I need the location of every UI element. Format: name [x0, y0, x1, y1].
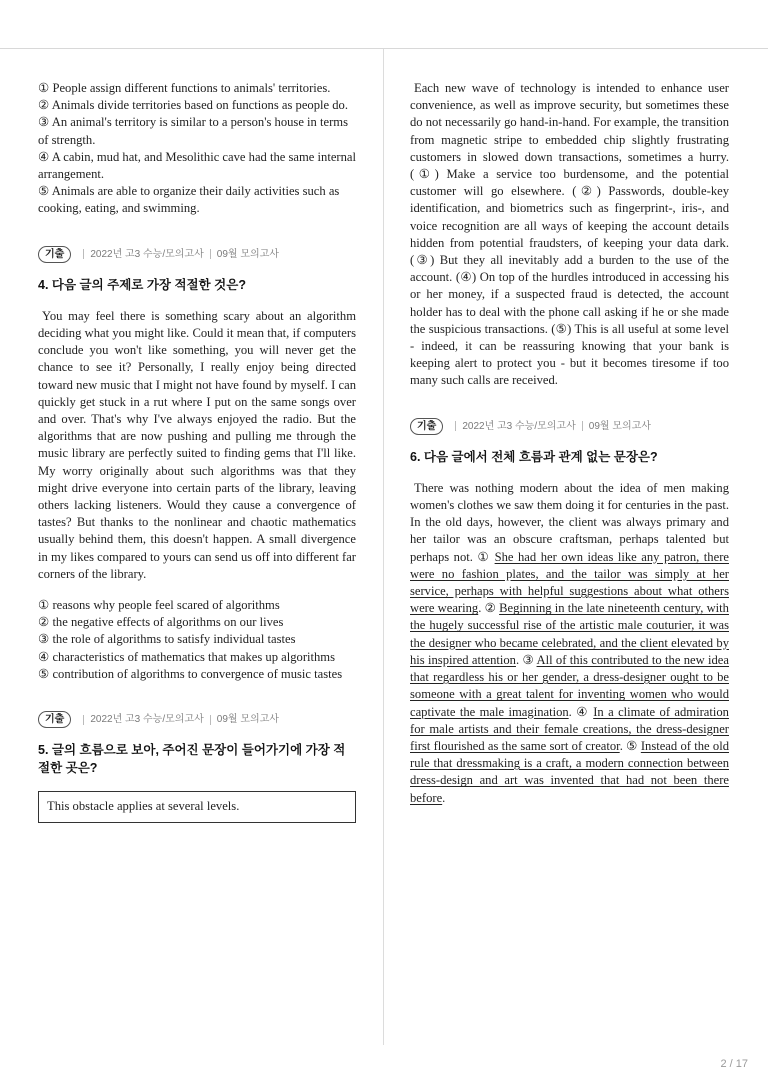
q6-sentence-3[interactable]: All of this contributed to the new idea that regardless his or her gender, a dress-designer ought to be someone with a great talent for inventing women who would captivate the male imagination — [410, 652, 729, 719]
q6-marker-4: ④ — [576, 704, 589, 719]
divider — [83, 715, 84, 725]
divider — [210, 715, 211, 725]
q3-option-4[interactable]: ④ A cabin, mud hat, and Mesolithic cave had the same internal arrangement. — [38, 149, 356, 182]
divider — [83, 249, 84, 259]
divider — [210, 249, 211, 259]
exam-tag-badge: 기출 — [38, 246, 71, 263]
q4-options — [38, 597, 356, 683]
q4-title: 4. 다음 글의 주제로 가장 적절한 것은? — [38, 277, 246, 292]
q6-marker-5: ⑤ — [626, 738, 638, 753]
q4-meta — [38, 246, 356, 263]
source-label: 2022년 고3 수능/모의고사 — [90, 714, 204, 726]
q6-marker-1: ① — [477, 549, 491, 564]
exam-label: 09월 모의고사 — [216, 248, 279, 260]
q3-option-2[interactable]: ② Animals divide territories based on functions as people do. — [38, 98, 348, 113]
q6-intro: There was nothing modern about the idea of men making women's clothes we saw them doing it for centuries in the past. In the old days, however, the client was always primary and her tailor was an obscure craftsman, perhaps talented but perhaps not. — [410, 480, 729, 564]
exam-tag-badge: 기출 — [38, 711, 71, 728]
q3-option-1[interactable]: ① People assign different functions to animals' territories. — [38, 81, 331, 95]
q4-passage-text: You may feel there is something scary about an algorithm deciding what you might like. Could it mean that, if computers conclude you won't like something, you will never get the chance to see it? Personally, I really enjoy being directed toward new music that I might not have found by myself. I can quickly get stuck in a rut where I put on the same songs over and over. That's why I've always enjoyed the radio. But the algorithms that are now pushing and pulling me through the music library are perfectly suited to finding gems that I'll like. My worry originally about such algorithms was that they might drive everyone into certain parts of the library, leaving others lacking listeners. Would they cause a convergence of tastes? But thanks to the nonlinear and chaotic mathematics usually behind them, this doesn't happen. A small divergence in my likes compared to yours can send us off into different far corners of the library. — [38, 308, 356, 581]
q6-meta — [410, 418, 729, 435]
q5-passage-text: Each new wave of technology is intended to enhance user convenience, as well as improve security, but sometimes these do not necessarily go hand-in-hand. For example, the transition from magnetic stripe to embedded chip slightly frustrating customers in slowed down transactions, sometimes a hurry. (①) Make a service too burdensome, and the potential customer will go elsewhere. (②) Passwords, double-key identification, and biometrics such as fingerprint-, iris-, and voice recognition are all ways of keeping the account details hidden from potential fraudsters, of keeping your data dark. (③) But they all inevitably add a burden to the use of the account. (④) On top of the hurdles introduced in accessing his or her money, if a suspected fraud is detected, the account holder has to deal with the phone call asking if he or she made the suspicious transactions. (⑤) This is all useful at some level - indeed, it can be reassuring knowing that your bank is keeping alert to protect you - but it becomes tiresome if too many such calls are received. — [410, 81, 729, 388]
right-column — [410, 80, 729, 807]
header-rule — [0, 48, 768, 49]
q4-option-1[interactable]: ① reasons why people feel scared of algorithms — [38, 598, 280, 613]
q4-passage — [38, 308, 356, 583]
exam-label: 09월 모의고사 — [588, 420, 651, 432]
q6-sentence-1[interactable]: She had her own ideas like any patron, there were no fashion plates, and the tailor was simply at her service, perhaps with helpful suggestions about what others were wearing — [410, 549, 729, 616]
q3-options — [38, 80, 356, 218]
period: . — [478, 601, 482, 616]
q5-title: 5. 글의 흐름으로 보아, 주어진 문장이 들어가기에 가장 적절한 곳은? — [38, 743, 346, 776]
q3-option-5[interactable]: ⑤ Animals are able to organize their daily activities such as cooking, eating, and swimming. — [38, 184, 340, 216]
q4-option-4[interactable]: ④ characteristics of mathematics that makes up algorithms — [38, 649, 336, 664]
period: . — [568, 704, 572, 719]
q5-given-sentence-box: This obstacle applies at several levels. — [38, 791, 356, 822]
period: . — [619, 738, 623, 753]
q5-meta — [38, 711, 356, 728]
left-column — [38, 80, 356, 823]
q5-passage — [410, 80, 729, 390]
q4-option-3[interactable]: ③ the role of algorithms to satisfy individual tastes — [38, 632, 296, 647]
q6-marker-2: ② — [484, 601, 496, 616]
q6-sentence-4[interactable]: In a climate of admiration for male artists and their female creations, the dress-designer first flourished as the same sort of creator — [410, 704, 729, 753]
q6-sentence-2[interactable]: Beginning in the late nineteenth century, with the hugely successful rise of the artistic male couturier, it was the designer who became celebrated, and the client elevated by his inspired attention — [410, 601, 729, 667]
divider — [455, 421, 456, 431]
exam-label: 09월 모의고사 — [216, 714, 279, 726]
q6-marker-3: ③ — [522, 652, 534, 667]
q6-sentence-5[interactable]: Instead of the old rule that dressmaking is a craft, a modern connection between dress-design and art was invented that had not been there before — [410, 738, 729, 805]
source-label: 2022년 고3 수능/모의고사 — [90, 248, 204, 260]
source-label: 2022년 고3 수능/모의고사 — [462, 420, 576, 432]
exam-tag-badge: 기출 — [410, 418, 443, 435]
q6-title: 6. 다음 글에서 전체 흐름과 관계 없는 문장은? — [410, 449, 658, 464]
q4-option-5[interactable]: ⑤ contribution of algorithms to convergence of music tastes — [38, 666, 343, 681]
period: . — [442, 790, 446, 805]
column-divider — [383, 49, 384, 1045]
divider — [582, 421, 583, 431]
q4-option-2[interactable]: ② the negative effects of algorithms on our lives — [38, 615, 284, 630]
period: . — [515, 652, 520, 667]
q6-passage — [410, 480, 729, 807]
q3-option-3[interactable]: ③ An animal's territory is similar to a person's house in terms of strength. — [38, 115, 348, 147]
page-number: 2 / 17 — [720, 1058, 748, 1070]
